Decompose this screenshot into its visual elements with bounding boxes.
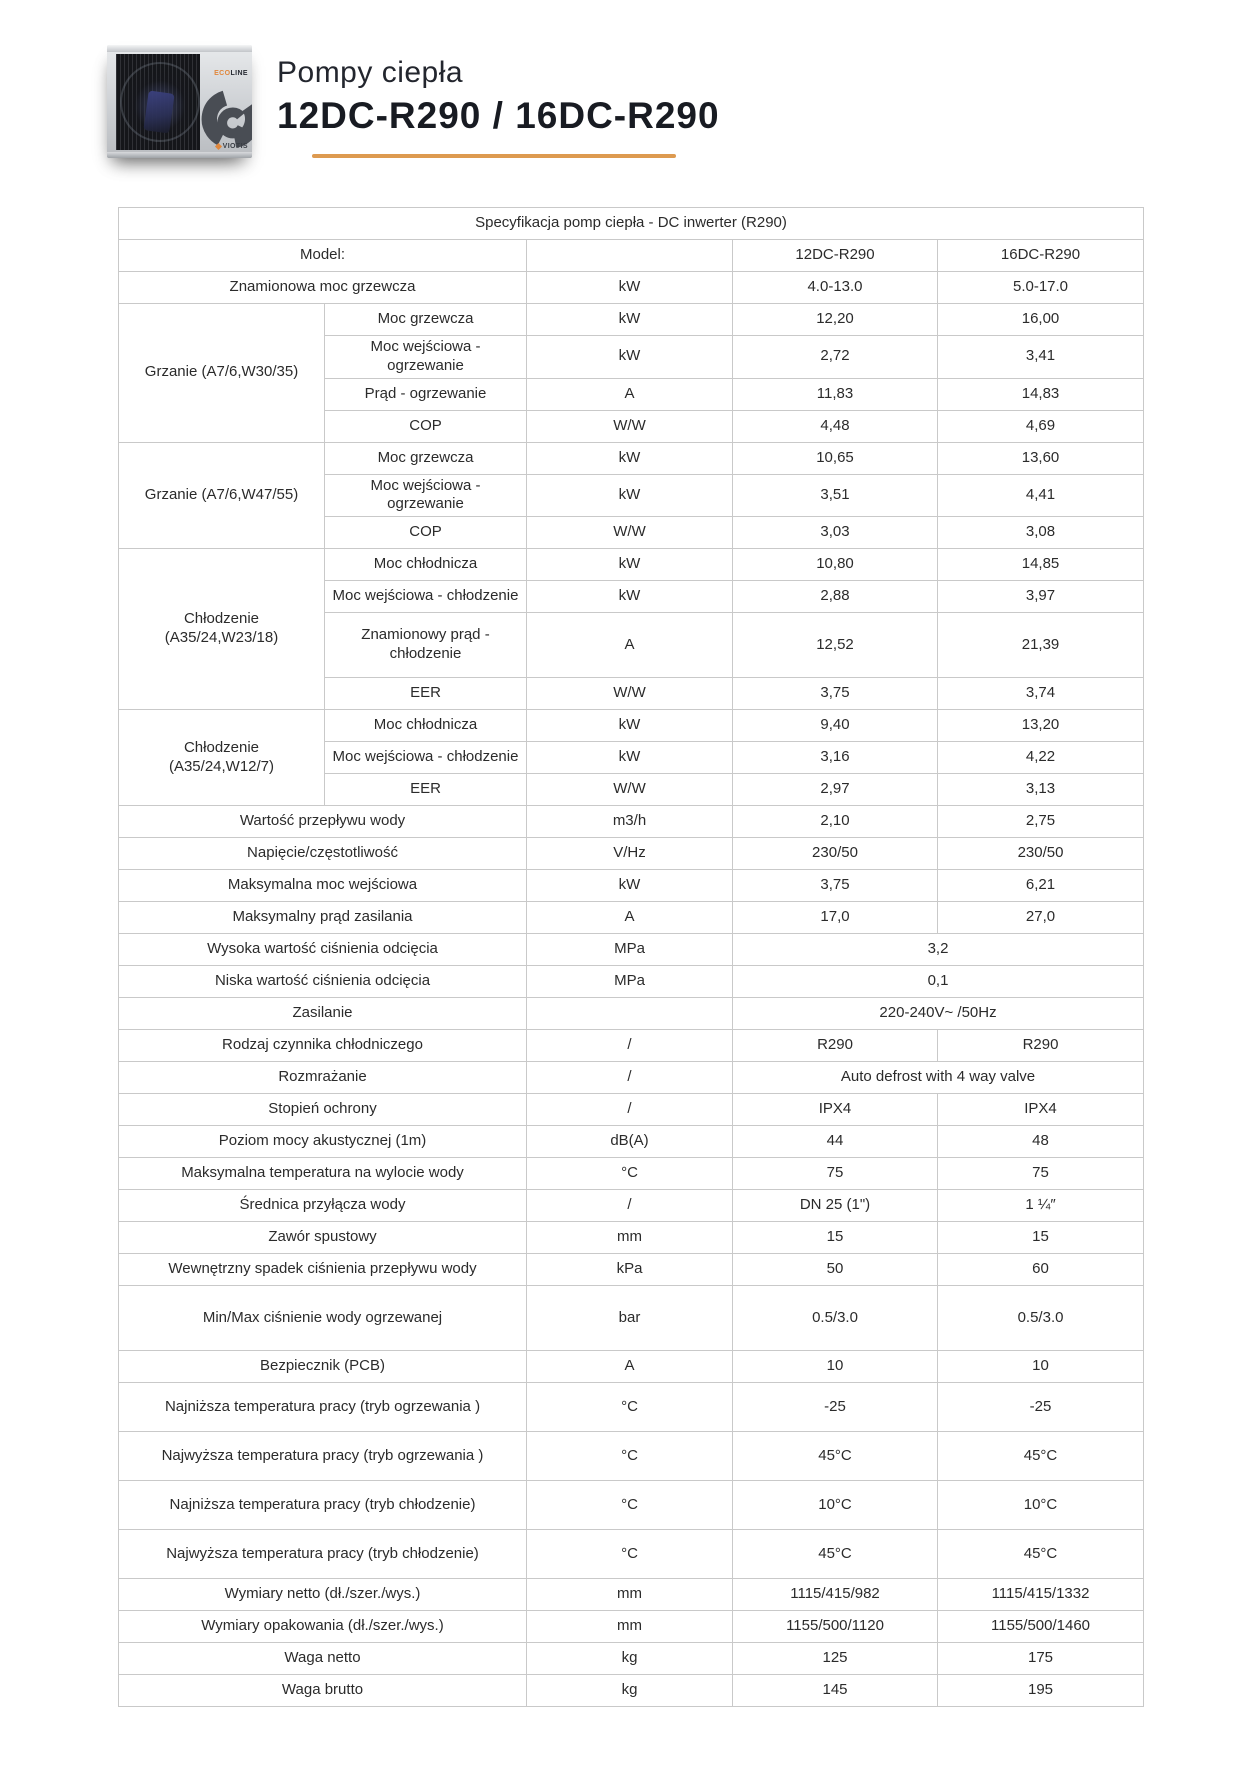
spec-row — [119, 966, 1144, 998]
spec-row — [119, 1530, 1144, 1579]
spec-cell: MPa — [527, 934, 733, 966]
spec-row — [119, 1643, 1144, 1675]
spec-cell: Napięcie/częstotliwość — [119, 838, 527, 870]
spec-cell: °C — [527, 1481, 733, 1530]
spec-cell: 75 — [938, 1158, 1144, 1190]
spec-row — [119, 1062, 1144, 1094]
spec-cell: 230/50 — [733, 838, 938, 870]
spec-row — [119, 1222, 1144, 1254]
spec-cell: kPa — [527, 1254, 733, 1286]
spec-cell: Min/Max ciśnienie wody ogrzewanej — [119, 1286, 527, 1351]
spec-cell: Wartość przepływu wody — [119, 806, 527, 838]
spec-row — [119, 272, 1144, 304]
spec-row — [119, 1351, 1144, 1383]
product-image — [107, 45, 252, 158]
header — [0, 0, 1258, 200]
spec-cell: 4,48 — [733, 410, 938, 442]
spec-cell: R290 — [938, 1030, 1144, 1062]
spec-row — [119, 806, 1144, 838]
spec-cell: Moc wejściowa - ogrzewanie — [325, 336, 527, 379]
spec-cell: 17,0 — [733, 902, 938, 934]
spec-cell: kW — [527, 710, 733, 742]
spec-cell: 4.0-13.0 — [733, 272, 938, 304]
spec-cell: kg — [527, 1675, 733, 1707]
spec-cell: 15 — [733, 1222, 938, 1254]
spec-cell: 0,1 — [733, 966, 1144, 998]
spec-row — [119, 1126, 1144, 1158]
spec-cell: kW — [527, 742, 733, 774]
spec-cell: 2,72 — [733, 336, 938, 379]
spec-cell: / — [527, 1190, 733, 1222]
spec-cell: °C — [527, 1158, 733, 1190]
spec-cell: 230/50 — [938, 838, 1144, 870]
spec-row — [119, 1383, 1144, 1432]
spec-cell: Znamionowa moc grzewcza — [119, 272, 527, 304]
model-label-cell: Model: — [119, 240, 527, 272]
spec-cell: 3,75 — [733, 678, 938, 710]
spec-cell: Moc wejściowa - chłodzenie — [325, 742, 527, 774]
spec-cell: EER — [325, 678, 527, 710]
spec-cell: / — [527, 1030, 733, 1062]
spec-cell: Prąd - ogrzewanie — [325, 378, 527, 410]
spec-cell: DN 25 (1") — [733, 1190, 938, 1222]
spec-cell: °C — [527, 1530, 733, 1579]
spec-cell: kW — [527, 549, 733, 581]
spec-cell: 50 — [733, 1254, 938, 1286]
spec-cell: Moc grzewcza — [325, 442, 527, 474]
spec-cell: Średnica przyłącza wody — [119, 1190, 527, 1222]
spec-cell: 75 — [733, 1158, 938, 1190]
spec-row — [119, 1675, 1144, 1707]
spec-cell: Zasilanie — [119, 998, 527, 1030]
spec-cell: Moc chłodnicza — [325, 549, 527, 581]
spec-cell: Wymiary opakowania (dł./szer./wys.) — [119, 1611, 527, 1643]
spec-cell: 3,75 — [733, 870, 938, 902]
spec-cell: COP — [325, 517, 527, 549]
spec-cell: kW — [527, 474, 733, 517]
spec-row — [119, 549, 1144, 581]
spec-cell: 10 — [733, 1351, 938, 1383]
spec-cell: Najwyższa temperatura pracy (tryb chłodzenie) — [119, 1530, 527, 1579]
spec-cell: IPX4 — [733, 1094, 938, 1126]
model-name-cell: 16DC-R290 — [938, 240, 1144, 272]
spec-cell — [527, 240, 733, 272]
spec-cell: 3,74 — [938, 678, 1144, 710]
spec-cell: kW — [527, 442, 733, 474]
spec-cell: Najniższa temperatura pracy (tryb ogrzewania ) — [119, 1383, 527, 1432]
spec-cell: dB(A) — [527, 1126, 733, 1158]
spec-cell: / — [527, 1062, 733, 1094]
spec-cell: °C — [527, 1383, 733, 1432]
spec-row — [119, 1579, 1144, 1611]
spec-cell: 3,51 — [733, 474, 938, 517]
spec-cell: 6,21 — [938, 870, 1144, 902]
spec-cell: Bezpiecznik (PCB) — [119, 1351, 527, 1383]
spec-cell: 0.5/3.0 — [938, 1286, 1144, 1351]
fan-motor — [143, 90, 174, 133]
spec-row — [119, 304, 1144, 336]
spec-cell: MPa — [527, 966, 733, 998]
spec-row — [119, 442, 1144, 474]
spec-cell: 125 — [733, 1643, 938, 1675]
group-cell: Chłodzenie (A35/24,W12/7) — [119, 710, 325, 806]
spec-cell: Moc wejściowa - ogrzewanie — [325, 474, 527, 517]
spec-cell: 21,39 — [938, 613, 1144, 678]
spec-row — [119, 1190, 1144, 1222]
spec-cell: 3,08 — [938, 517, 1144, 549]
spec-cell: W/W — [527, 410, 733, 442]
unit-side-panel — [200, 52, 252, 152]
viotis-mark-icon — [215, 143, 222, 150]
spec-cell: A — [527, 378, 733, 410]
spec-cell: 145 — [733, 1675, 938, 1707]
table-title-cell: Specyfikacja pomp ciepła - DC inwerter (R290) — [119, 208, 1144, 240]
spec-cell: 195 — [938, 1675, 1144, 1707]
spec-cell: 10,80 — [733, 549, 938, 581]
spec-cell: / — [527, 1094, 733, 1126]
spec-cell: 13,20 — [938, 710, 1144, 742]
spec-cell: Maksymalna moc wejściowa — [119, 870, 527, 902]
spec-cell: 3,13 — [938, 774, 1144, 806]
spec-row — [119, 710, 1144, 742]
spec-cell: W/W — [527, 678, 733, 710]
spec-cell: IPX4 — [938, 1094, 1144, 1126]
group-cell: Grzanie (A7/6,W47/55) — [119, 442, 325, 549]
spec-cell: 12,52 — [733, 613, 938, 678]
spec-cell: kW — [527, 870, 733, 902]
spec-row — [119, 934, 1144, 966]
spec-cell: V/Hz — [527, 838, 733, 870]
spec-cell: Wewnętrzny spadek ciśnienia przepływu wody — [119, 1254, 527, 1286]
spec-row — [119, 902, 1144, 934]
model-title: 12DC-R290 / 16DC-R290 — [277, 95, 720, 136]
model-name-cell: 12DC-R290 — [733, 240, 938, 272]
viotis-label: VIOTIS — [216, 143, 248, 150]
title-block — [277, 56, 720, 158]
group-cell: Chłodzenie (A35/24,W23/18) — [119, 549, 325, 710]
spec-cell: A — [527, 902, 733, 934]
spec-cell: -25 — [733, 1383, 938, 1432]
spec-cell: kW — [527, 336, 733, 379]
spec-cell: Znamionowy prąd - chłodzenie — [325, 613, 527, 678]
title-underline — [312, 154, 676, 158]
spec-cell: 45°C — [938, 1530, 1144, 1579]
spec-cell: 45°C — [733, 1530, 938, 1579]
spec-cell: A — [527, 1351, 733, 1383]
spec-cell: 3,2 — [733, 934, 1144, 966]
spec-row — [119, 208, 1144, 240]
spec-cell: Zawór spustowy — [119, 1222, 527, 1254]
spec-cell: °C — [527, 1432, 733, 1481]
spec-row — [119, 1286, 1144, 1351]
spec-cell: 1115/415/1332 — [938, 1579, 1144, 1611]
spec-cell: 2,75 — [938, 806, 1144, 838]
spec-cell: 3,97 — [938, 581, 1144, 613]
spec-cell: mm — [527, 1222, 733, 1254]
unit-top-panel — [107, 45, 252, 52]
spec-cell: 60 — [938, 1254, 1144, 1286]
spec-row — [119, 1611, 1144, 1643]
spec-cell: Wymiary netto (dł./szer./wys.) — [119, 1579, 527, 1611]
spec-cell: mm — [527, 1611, 733, 1643]
spec-cell: 220-240V~ /50Hz — [733, 998, 1144, 1030]
spec-cell: Moc grzewcza — [325, 304, 527, 336]
spec-cell: kW — [527, 272, 733, 304]
spec-cell: 45°C — [938, 1432, 1144, 1481]
spec-cell: 3,03 — [733, 517, 938, 549]
spec-cell: R290 — [733, 1030, 938, 1062]
spec-cell: Maksymalny prąd zasilania — [119, 902, 527, 934]
spec-cell: Waga brutto — [119, 1675, 527, 1707]
spec-cell: 16,00 — [938, 304, 1144, 336]
page-title: Pompy ciepła — [277, 56, 464, 89]
spec-row — [119, 1158, 1144, 1190]
spec-cell: 0.5/3.0 — [733, 1286, 938, 1351]
spec-cell: Waga netto — [119, 1643, 527, 1675]
spec-cell: 15 — [938, 1222, 1144, 1254]
ecoline-label: ECOLINE — [214, 70, 248, 77]
spec-table — [118, 207, 1144, 1707]
spec-row — [119, 998, 1144, 1030]
spec-cell: 2,97 — [733, 774, 938, 806]
spec-cell: Stopień ochrony — [119, 1094, 527, 1126]
spec-cell: kW — [527, 304, 733, 336]
spec-cell: 14,83 — [938, 378, 1144, 410]
spec-cell: Rodzaj czynnika chłodniczego — [119, 1030, 527, 1062]
spec-cell: bar — [527, 1286, 733, 1351]
spec-cell: 10,65 — [733, 442, 938, 474]
spec-row — [119, 240, 1144, 272]
spec-cell: 10°C — [938, 1481, 1144, 1530]
spec-cell: 9,40 — [733, 710, 938, 742]
spec-cell: 45°C — [733, 1432, 938, 1481]
spec-cell: Poziom mocy akustycznej (1m) — [119, 1126, 527, 1158]
spec-cell: 1 ¼″ — [938, 1190, 1144, 1222]
spec-row — [119, 1432, 1144, 1481]
spec-cell: Auto defrost with 4 way valve — [733, 1062, 1144, 1094]
spec-cell: Rozmrażanie — [119, 1062, 527, 1094]
spec-row — [119, 870, 1144, 902]
spec-cell: kg — [527, 1643, 733, 1675]
spec-cell: 11,83 — [733, 378, 938, 410]
spec-row — [119, 1094, 1144, 1126]
spec-cell: Moc wejściowa - chłodzenie — [325, 581, 527, 613]
spec-cell: kW — [527, 581, 733, 613]
spec-cell — [527, 998, 733, 1030]
spec-cell: 1155/500/1460 — [938, 1611, 1144, 1643]
spec-cell: m3/h — [527, 806, 733, 838]
spec-cell: 4,69 — [938, 410, 1144, 442]
spec-cell: 13,60 — [938, 442, 1144, 474]
spec-cell: 1115/415/982 — [733, 1579, 938, 1611]
group-cell: Grzanie (A7/6,W30/35) — [119, 304, 325, 443]
spec-cell: -25 — [938, 1383, 1144, 1432]
spec-cell: Najwyższa temperatura pracy (tryb ogrzewania ) — [119, 1432, 527, 1481]
spec-row — [119, 838, 1144, 870]
spec-cell: 2,88 — [733, 581, 938, 613]
spec-cell: Niska wartość ciśnienia odcięcia — [119, 966, 527, 998]
spec-cell: 175 — [938, 1643, 1144, 1675]
spec-cell: A — [527, 613, 733, 678]
spec-cell: Wysoka wartość ciśnienia odcięcia — [119, 934, 527, 966]
spec-cell: 48 — [938, 1126, 1144, 1158]
spec-cell: 3,16 — [733, 742, 938, 774]
fan-grille — [116, 54, 200, 150]
spec-cell: mm — [527, 1579, 733, 1611]
spec-cell: 10°C — [733, 1481, 938, 1530]
spec-row — [119, 1481, 1144, 1530]
spec-cell: 44 — [733, 1126, 938, 1158]
spec-cell: 14,85 — [938, 549, 1144, 581]
spec-row — [119, 1254, 1144, 1286]
spec-cell: EER — [325, 774, 527, 806]
spec-row — [119, 1030, 1144, 1062]
spec-cell: 4,22 — [938, 742, 1144, 774]
spec-cell: W/W — [527, 774, 733, 806]
spec-cell: Maksymalna temperatura na wylocie wody — [119, 1158, 527, 1190]
spec-cell: 2,10 — [733, 806, 938, 838]
spec-cell: Najniższa temperatura pracy (tryb chłodzenie) — [119, 1481, 527, 1530]
spec-cell: W/W — [527, 517, 733, 549]
spec-cell: 12,20 — [733, 304, 938, 336]
spec-cell: 5.0-17.0 — [938, 272, 1144, 304]
spec-cell: 4,41 — [938, 474, 1144, 517]
spec-cell: COP — [325, 410, 527, 442]
spec-cell: 3,41 — [938, 336, 1144, 379]
spec-cell: Moc chłodnicza — [325, 710, 527, 742]
spec-cell: 27,0 — [938, 902, 1144, 934]
spec-cell: 1155/500/1120 — [733, 1611, 938, 1643]
spec-cell: 10 — [938, 1351, 1144, 1383]
